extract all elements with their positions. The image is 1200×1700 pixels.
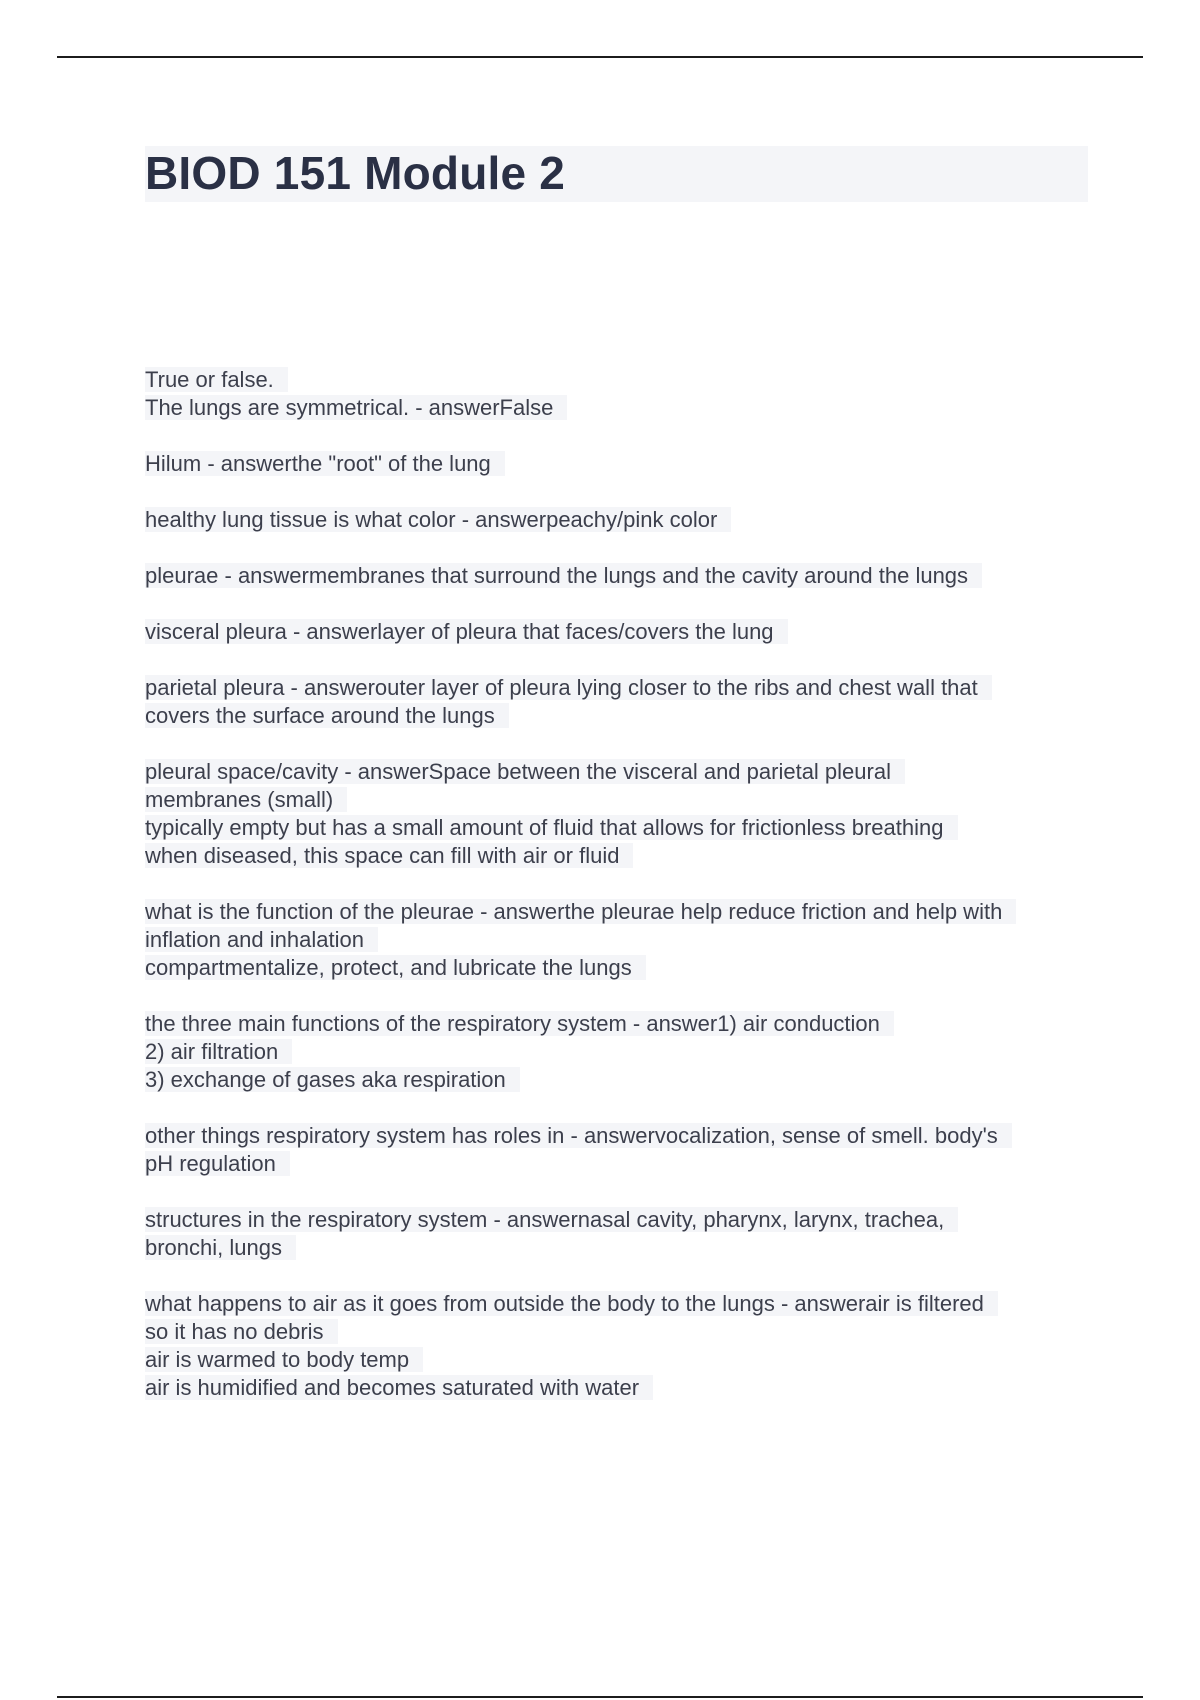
flashcard-entry [145,450,1105,478]
entry-line [145,1206,1105,1234]
entry-line [145,1234,1105,1262]
entry-line-text: 3) exchange of gases aka respiration [145,1067,520,1092]
entry-line-text: True or false. [145,367,288,392]
entry-line-text: compartmentalize, protect, and lubricate the lungs [145,955,646,980]
flashcard-entry [145,618,1105,646]
title-block [145,146,1088,202]
entry-line-text: membranes (small) [145,787,347,812]
flashcard-entry [145,898,1105,982]
entry-line [145,954,1105,982]
bottom-divider [57,1696,1143,1698]
flashcard-entry [145,758,1105,870]
entry-line-text: what is the function of the pleurae - answerthe pleurae help reduce friction and help with [145,899,1016,924]
entry-line-text: The lungs are symmetrical. - answerFalse [145,395,567,420]
entry-line-text: 2) air filtration [145,1039,292,1064]
entry-line-text: other things respiratory system has roles in - answervocalization, sense of smell. body's [145,1123,1012,1148]
flashcard-list [145,366,1105,1430]
flashcard-entry [145,674,1105,730]
entry-line [145,1122,1105,1150]
entry-line-text: air is humidified and becomes saturated with water [145,1375,653,1400]
entry-line-text: so it has no debris [145,1319,338,1344]
entry-line-text: bronchi, lungs [145,1235,296,1260]
entry-line [145,562,1105,590]
entry-line [145,1038,1105,1066]
entry-line [145,758,1105,786]
entry-line [145,926,1105,954]
flashcard-entry [145,366,1105,422]
flashcard-entry [145,1290,1105,1402]
entry-line [145,1318,1105,1346]
entry-line-text: air is warmed to body temp [145,1347,423,1372]
entry-line-text: covers the surface around the lungs [145,703,509,728]
entry-line [145,1346,1105,1374]
entry-line-text: pleural space/cavity - answerSpace between the visceral and parietal pleural [145,759,905,784]
entry-line [145,450,1105,478]
flashcard-entry [145,506,1105,534]
entry-line [145,1150,1105,1178]
entry-line-text: the three main functions of the respiratory system - answer1) air conduction [145,1011,894,1036]
flashcard-entry [145,562,1105,590]
entry-line-text: pleurae - answermembranes that surround the lungs and the cavity around the lungs [145,563,982,588]
entry-line [145,1374,1105,1402]
flashcard-entry [145,1122,1105,1178]
entry-line [145,618,1105,646]
entry-line-text: what happens to air as it goes from outside the body to the lungs - answerair is filtered [145,1291,998,1316]
page-title: BIOD 151 Module 2 [145,147,566,199]
entry-line-text: parietal pleura - answerouter layer of pleura lying closer to the ribs and chest wall that [145,675,992,700]
entry-line [145,394,1105,422]
entry-line-text: when diseased, this space can fill with air or fluid [145,843,633,868]
entry-line [145,702,1105,730]
entry-line [145,898,1105,926]
entry-line-text: healthy lung tissue is what color - answerpeachy/pink color [145,507,731,532]
entry-line [145,366,1105,394]
flashcard-entry [145,1010,1105,1094]
entry-line [145,506,1105,534]
entry-line [145,674,1105,702]
entry-line-text: typically empty but has a small amount of fluid that allows for frictionless breathing [145,815,958,840]
entry-line-text: pH regulation [145,1151,290,1176]
entry-line [145,842,1105,870]
entry-line [145,814,1105,842]
entry-line [145,1010,1105,1038]
entry-line-text: Hilum - answerthe "root" of the lung [145,451,505,476]
entry-line-text: structures in the respiratory system - answernasal cavity, pharynx, larynx, trachea, [145,1207,958,1232]
entry-line [145,1290,1105,1318]
entry-line-text: inflation and inhalation [145,927,378,952]
entry-line [145,786,1105,814]
entry-line [145,1066,1105,1094]
flashcard-entry [145,1206,1105,1262]
entry-line-text: visceral pleura - answerlayer of pleura that faces/covers the lung [145,619,788,644]
top-divider [57,56,1143,58]
